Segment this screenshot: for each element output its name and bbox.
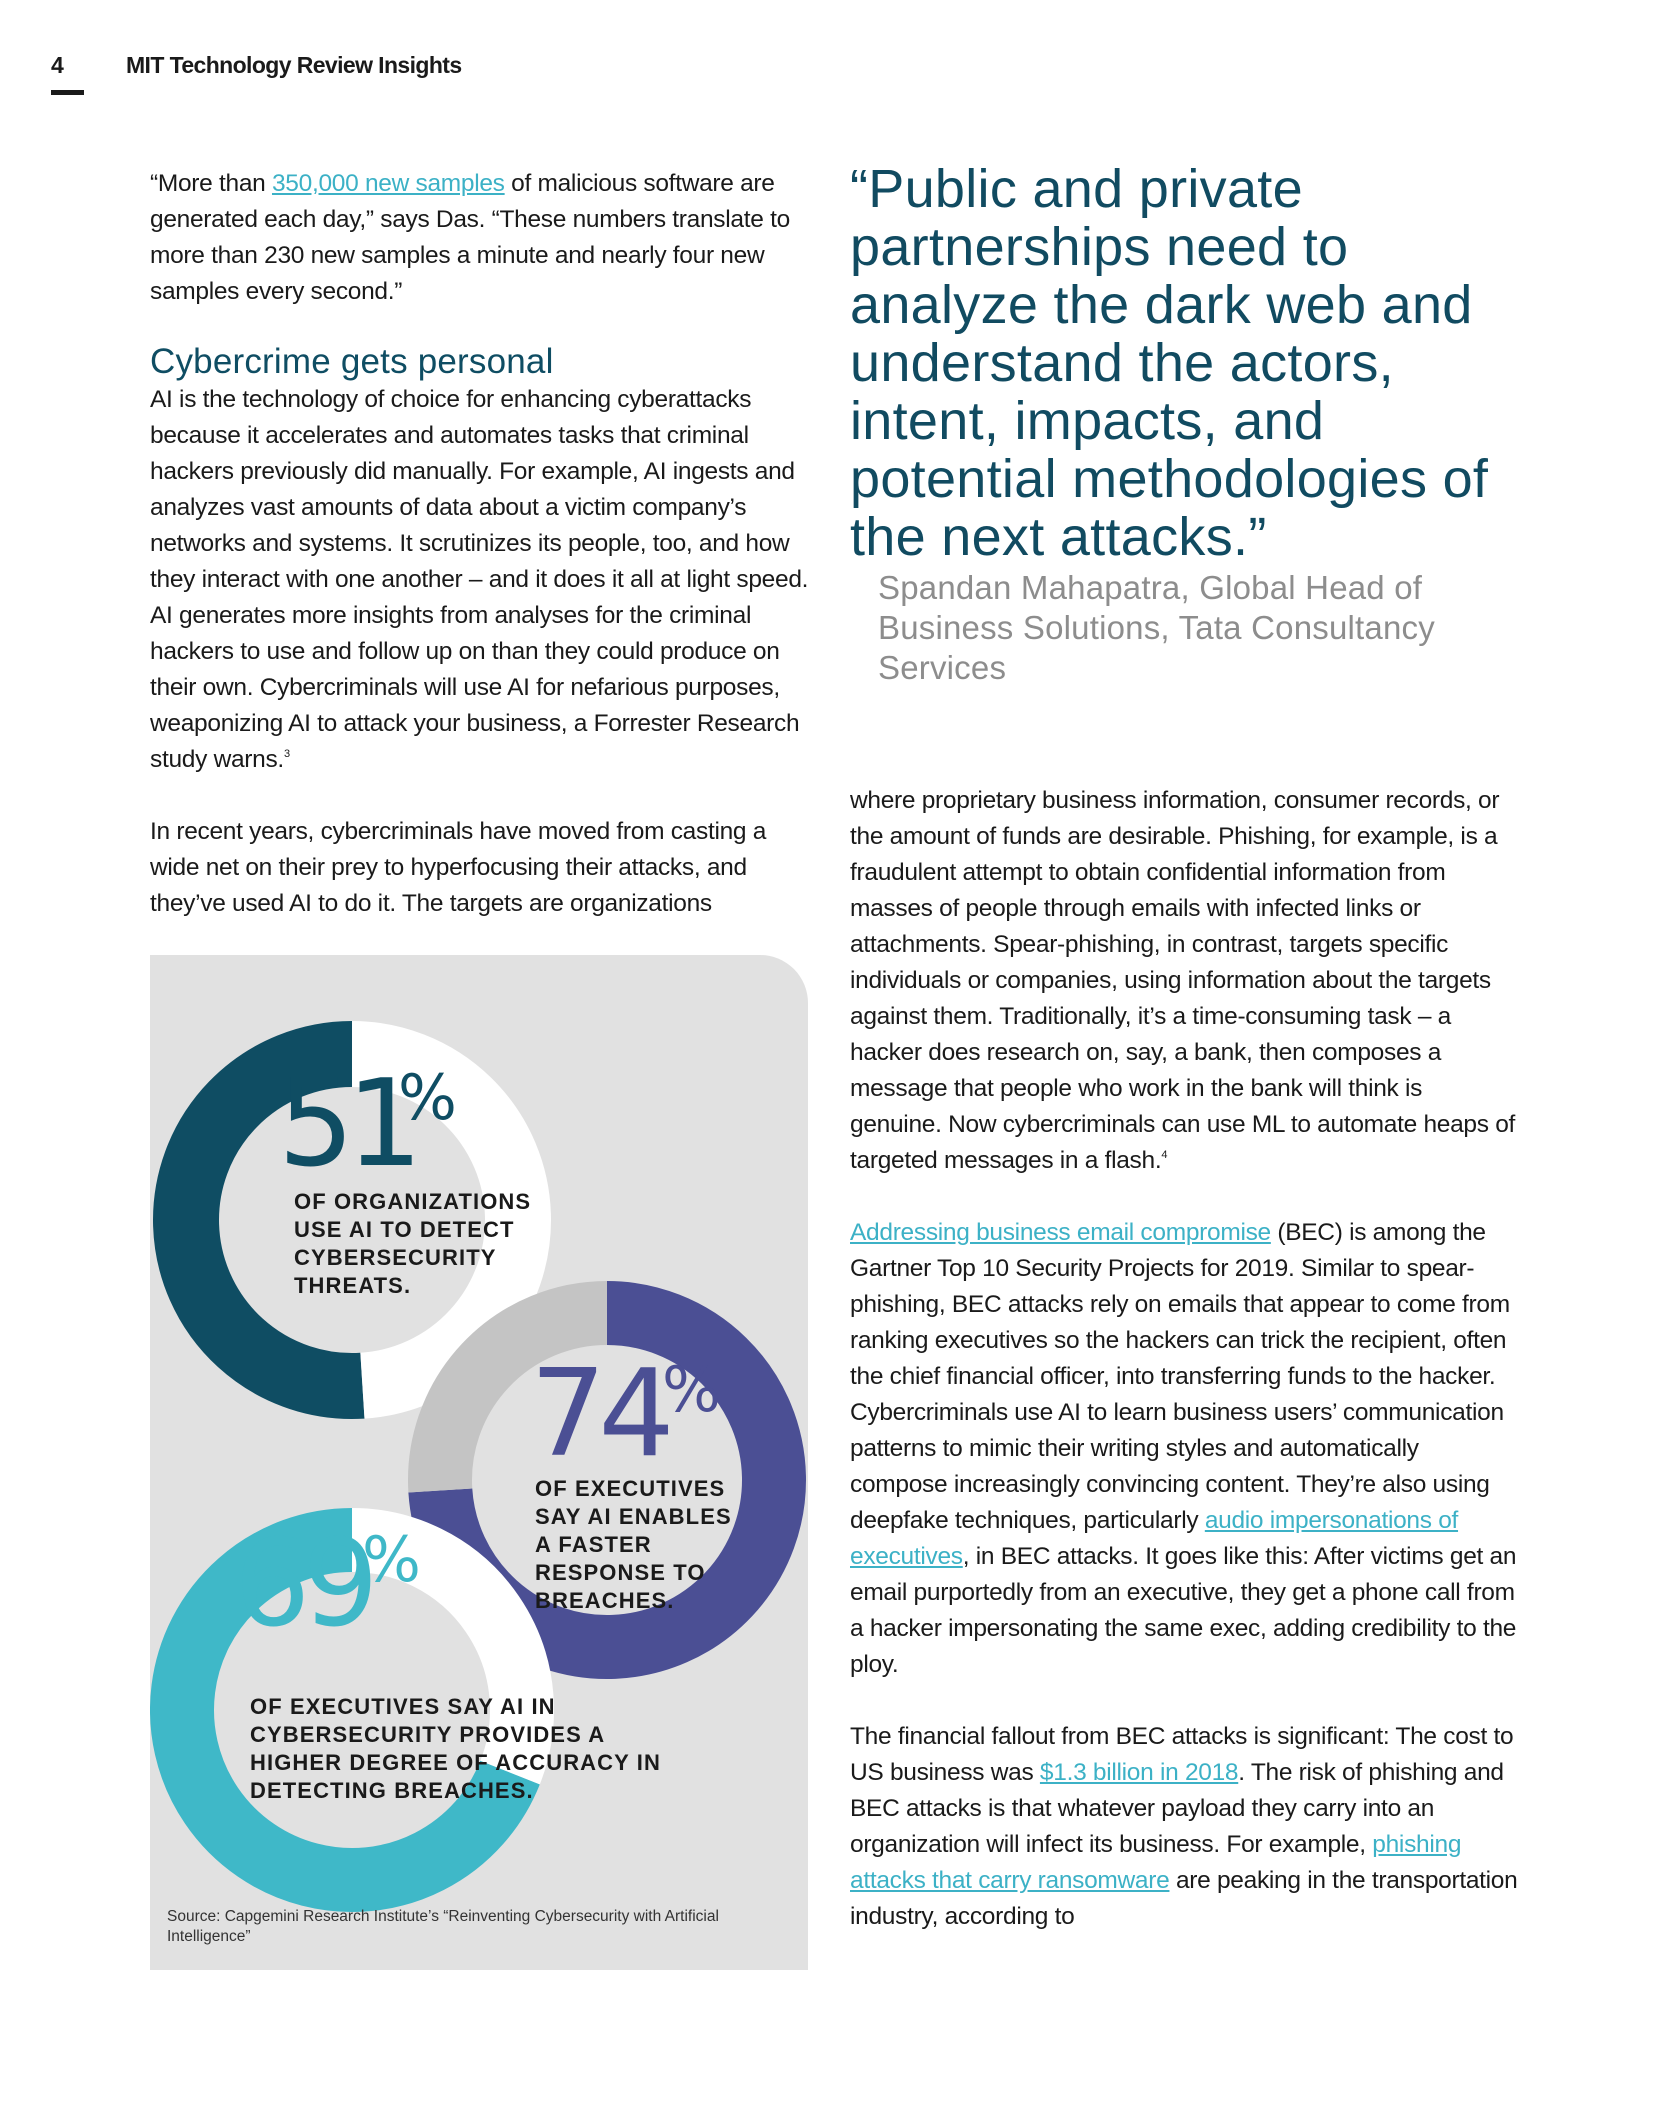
donut-charts (150, 955, 808, 1970)
stat-percent-sign: % (362, 1523, 421, 1596)
publication-name: MIT Technology Review Insights (126, 52, 462, 78)
stats-infographic (150, 955, 808, 1970)
right-column (850, 783, 1520, 1935)
body-paragraph: Addressing business email compromise (BEC) is among the Gartner Top 10 Security Projects for 2019. Similar to spear-phishing, BEC attacks rely on emails that appear to come from ranking executives so the hackers can trick the recipient, often the chief financial officer, into transferring funds to the hacker. Cybercriminals use AI to learn business users’ communication patterns to mimic their writing styles and automatically compose increasingly convincing content. They’re also using deepfake techniques, particularly audio impersonations of executives, in BEC attacks. It goes like this: After victims get an email purportedly from an executive, they get a phone call from a hacker impersonating the same exec, adding credibility to the ploy. (850, 1219, 1517, 1678)
stat-label: OF EXECUTIVES SAY AI ENABLES A FASTER RESPONSE TO BREACHES. (535, 1476, 732, 1613)
footnote-ref[interactable]: 3 (283, 748, 290, 760)
section-heading: Cybercrime gets personal (150, 342, 554, 381)
stat-percent-sign: % (662, 1353, 721, 1426)
samples-link[interactable]: 350,000 new samples (271, 170, 505, 197)
footnote-ref[interactable]: 4 (1161, 1149, 1168, 1161)
page-number: 4 (51, 52, 64, 78)
stat-percent-sign: % (398, 1061, 457, 1134)
ransomware-link[interactable]: phishing attacks that carry ransomware (850, 1831, 1462, 1894)
stat-label: OF ORGANIZATIONS USE AI TO DETECT CYBERSECURITY THREATS. (294, 1189, 532, 1298)
audio-impersonation-link[interactable]: audio impersonations of executives (850, 1507, 1459, 1570)
stat-value: 51 (278, 1055, 415, 1194)
bec-link[interactable]: Addressing business email compromise (850, 1219, 1271, 1246)
quote-text: “Public and private partnerships need to analyze the dark web and understand the actors, intent, impacts, and potential methodologies of the next attacks.” (850, 159, 1489, 567)
quote-attribution: Spandan Mahapatra, Global Head of Business Solutions, Tata Consultancy Services (878, 569, 1435, 686)
intro-paragraph: “More than 350,000 new samples of malicious software are generated each day,” says Das. “These numbers translate to more than 230 new samples a minute and nearly four new samples every second.” (150, 170, 790, 305)
body-paragraph: The financial fallout from BEC attacks is significant: The cost to US business was $1.3 billion in 2018. The risk of phishing and BEC attacks is that whatever payload they carry into an organization will infect its business. For example, phishing attacks that carry ransomware are peaking in the transportation industry, according to (850, 1723, 1518, 1930)
page-header (51, 52, 651, 98)
body-paragraph: where proprietary business information, consumer records, or the amount of funds are desirable. Phishing, for example, is a fraudulent attempt to obtain confidential information from masses of people through emails with infected links or attachments. Spear-phishing, in contrast, targets specific individuals or companies, using information about the targets against them. Traditionally, it’s a time-consuming task – a hacker does research on, say, a bank, then composes a message that people who work in the bank will think is genuine. Now cybercriminals can use ML to automate heaps of targeted messages in a flash.$^4$ (850, 787, 1516, 1174)
pull-quote (850, 160, 1530, 688)
stat-value: 69 (234, 1515, 371, 1654)
header-rule (51, 90, 84, 95)
body-paragraph: AI is the technology of choice for enhancing cyberattacks because it accelerates and automates tasks that criminal hackers previously did manually. For example, AI ingests and analyzes vast amounts of data about a victim company’s networks and systems. It scrutinizes its people, too, and how they interact with one another – and it does it all at light speed. AI generates more insights from analyses for the criminal hackers to use and follow up on than they could produce on their own. Cybercriminals will use AI for nefarious purposes, weaponizing AI to attack your business, a Forrester Research study warns.$^3$ (150, 386, 809, 773)
body-paragraph: In recent years, cybercriminals have moved from casting a wide net on their prey to hyperfocusing their attacks, and they’ve used AI to do it. The targets are organizations (150, 818, 767, 917)
stat-value: 74 (530, 1345, 667, 1484)
left-column (150, 166, 810, 922)
cost-link[interactable]: $1.3 billion in 2018 (1039, 1759, 1239, 1786)
stat-label: OF EXECUTIVES SAY AI IN CYBERSECURITY PROVIDES A HIGHER DEGREE OF ACCURACY IN DETECTING BREACHES. (250, 1694, 661, 1803)
source-note: Source: Capgemini Research Institute’s “Reinventing Cybersecurity with Artificial Intelligence” (167, 1908, 719, 1945)
